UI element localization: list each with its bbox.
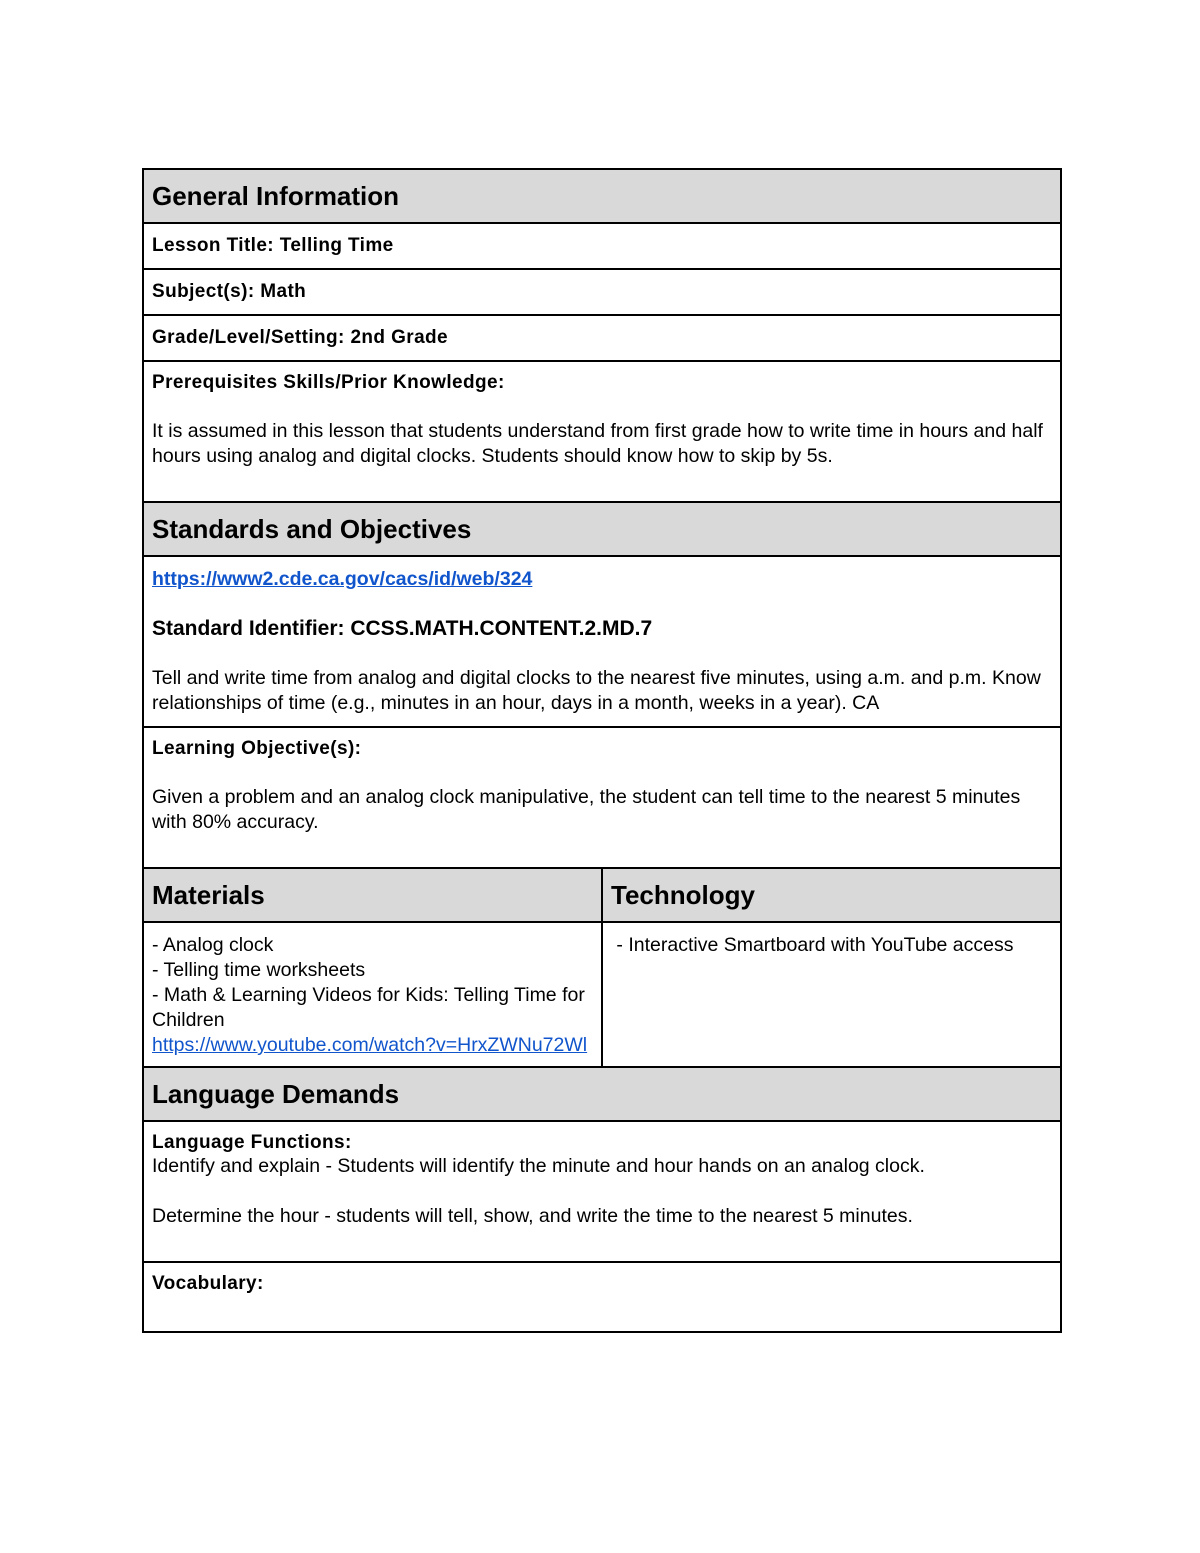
subjects: Subject(s): Math [143, 269, 1061, 315]
subjects-row [143, 269, 1061, 315]
standards-link[interactable]: https://www2.cde.ca.gov/cacs/id/web/324 [152, 568, 533, 590]
prereq-label: Prerequisites Skills/Prior Knowledge: [152, 372, 505, 393]
language-function-1: Identify and explain - Students will identify the minute and hour hands on an analog clock. [152, 1155, 925, 1177]
standards-cell [143, 556, 1061, 727]
materials-item: - Math & Learning Videos for Kids: Telling Time for Children [152, 984, 585, 1031]
objective-text: Given a problem and an analog clock manipulative, the student can tell time to the nearest 5 minutes with 80% accuracy. [152, 786, 1021, 833]
language-functions-cell [143, 1121, 1061, 1262]
language-heading: Language Demands [143, 1067, 1061, 1121]
vocabulary-label: Vocabulary: [152, 1273, 264, 1294]
general-info-header-row [143, 169, 1061, 223]
materials-heading: Materials [143, 868, 602, 922]
standard-description: Tell and write time from analog and digital clocks to the nearest five minutes, using a.m. and p.m. Know relationships of time (e.g., minutes in an hour, days in a month, weeks in a year). CA [152, 667, 1041, 714]
language-functions-label: Language Functions: [152, 1132, 352, 1153]
video-link[interactable]: https://www.youtube.com/watch?v=HrxZWNu72Wl [152, 1034, 588, 1056]
prereq-cell [143, 361, 1061, 502]
objective-cell [143, 727, 1061, 868]
lesson-title: Lesson Title: Telling Time [143, 223, 1061, 269]
prereq-text: It is assumed in this lesson that students understand from first grade how to write time in hours and half hours using analog and digital clocks. Students should know how to skip by 5s. [152, 420, 1043, 467]
language-header-row [143, 1067, 1061, 1121]
technology-heading: Technology [602, 868, 1061, 922]
language-functions-row [143, 1121, 1061, 1262]
materials-tech-row [143, 922, 1061, 1067]
materials-tech-header-row [143, 868, 1061, 922]
lesson-title-row [143, 223, 1061, 269]
objective-label: Learning Objective(s): [152, 738, 362, 759]
materials-cell [143, 922, 602, 1067]
vocabulary-row [143, 1262, 1061, 1332]
lesson-plan-table [142, 168, 1062, 1333]
materials-item: - Telling time worksheets [152, 959, 366, 981]
standards-row [143, 556, 1061, 727]
standard-identifier: Standard Identifier: CCSS.MATH.CONTENT.2.MD.7 [152, 617, 653, 640]
objective-row [143, 727, 1061, 868]
grade-row [143, 315, 1061, 361]
vocabulary-cell [143, 1262, 1061, 1332]
prereq-row [143, 361, 1061, 502]
language-function-2: Determine the hour - students will tell, show, and write the time to the nearest 5 minutes. [152, 1205, 913, 1227]
standards-header-row [143, 502, 1061, 556]
general-info-heading: General Information [143, 169, 1061, 223]
grade-level-setting: Grade/Level/Setting: 2nd Grade [143, 315, 1061, 361]
technology-item: - Interactive Smartboard with YouTube access [611, 934, 1014, 956]
materials-item: - Analog clock [152, 934, 274, 956]
standards-heading: Standards and Objectives [143, 502, 1061, 556]
technology-cell [602, 922, 1061, 1067]
